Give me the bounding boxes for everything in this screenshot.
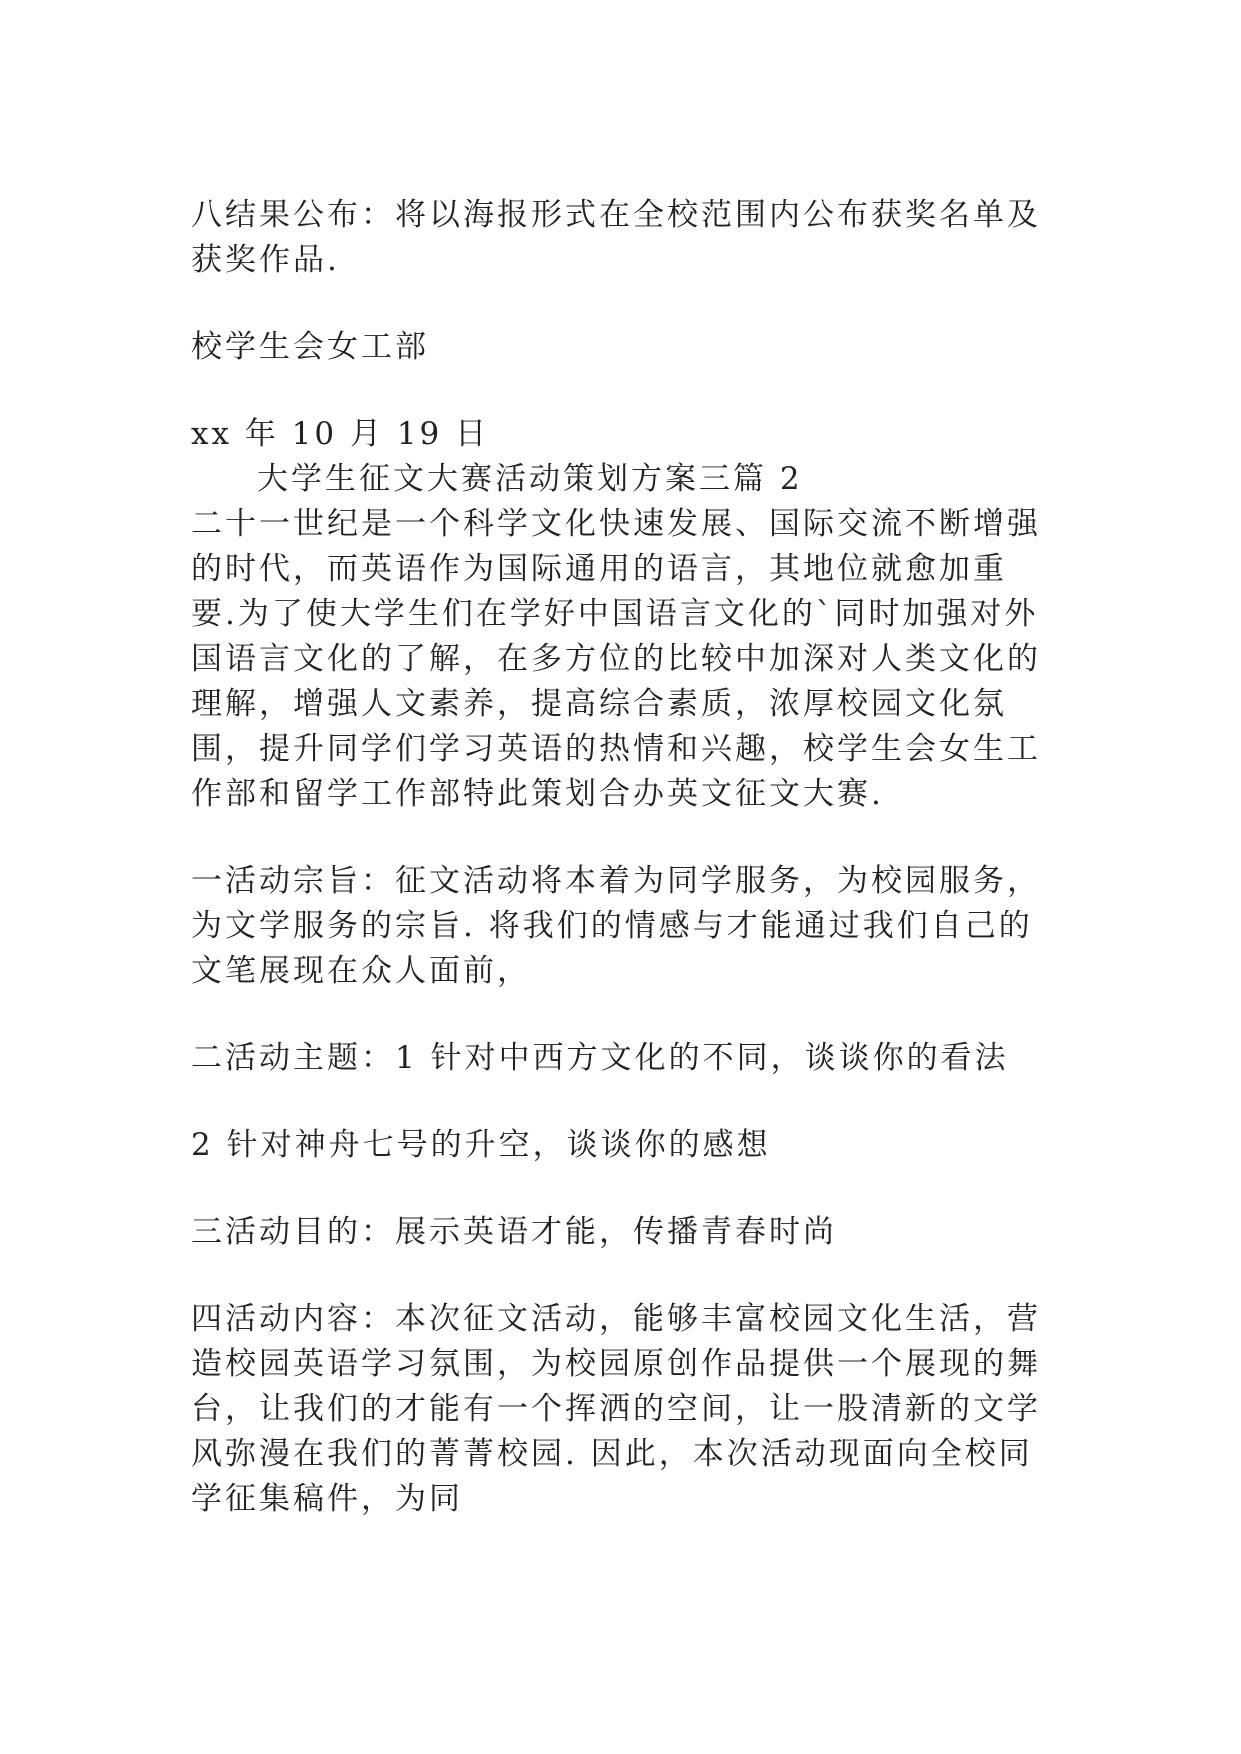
document-body	[191, 193, 1051, 1522]
content-paragraph: 四活动内容：本次征文活动，能够丰富校园文化生活，营造校园英语学习氛围，为校园原创作品提供一个展现的舞台，让我们的才能有一个挥洒的空间，让一股清新的文学风弥漫在我们的菁菁校园. 因此，本次活动现面向全校同学征集稿件，为同	[191, 1301, 1041, 1517]
purpose-paragraph: 一活动宗旨：征文活动将本着为同学服务，为校园服务，为文学服务的宗旨. 将我们的情感与才能通过我们自己的文笔展现在众人面前，	[191, 863, 1041, 989]
theme-paragraph-2: 2 针对神舟七号的升空，谈谈你的感想	[191, 1127, 771, 1163]
intro-paragraph: 二十一世纪是一个科学文化快速发展、国际交流不断增强的时代，而英语作为国际通用的语言，其地位就愈加重要.为了使大学生们在学好中国语言文化的`同时加强对外国语言文化的了解，在多方位的比较中加深对人类文化的理解，增强人文素养，提高综合素质，浓厚校园文化氛围，提升同学们学习英语的热情和兴趣，校学生会女生工作部和留学工作部特此策划合办英文征文大赛.	[191, 506, 1041, 812]
signature-department: 校学生会女工部	[191, 329, 429, 365]
section-title: 大学生征文大赛活动策划方案三篇 2	[257, 461, 803, 497]
results-paragraph: 八结果公布：将以海报形式在全校范围内公布获奖名单及获奖作品.	[191, 197, 1041, 278]
goal-paragraph: 三活动目的：展示英语才能，传播青春时尚	[191, 1214, 837, 1250]
signature-date: xx 年 10 月 19 日	[191, 416, 490, 452]
theme-paragraph-1: 二活动主题：1 针对中西方文化的不同，谈谈你的看法	[191, 1040, 1009, 1076]
